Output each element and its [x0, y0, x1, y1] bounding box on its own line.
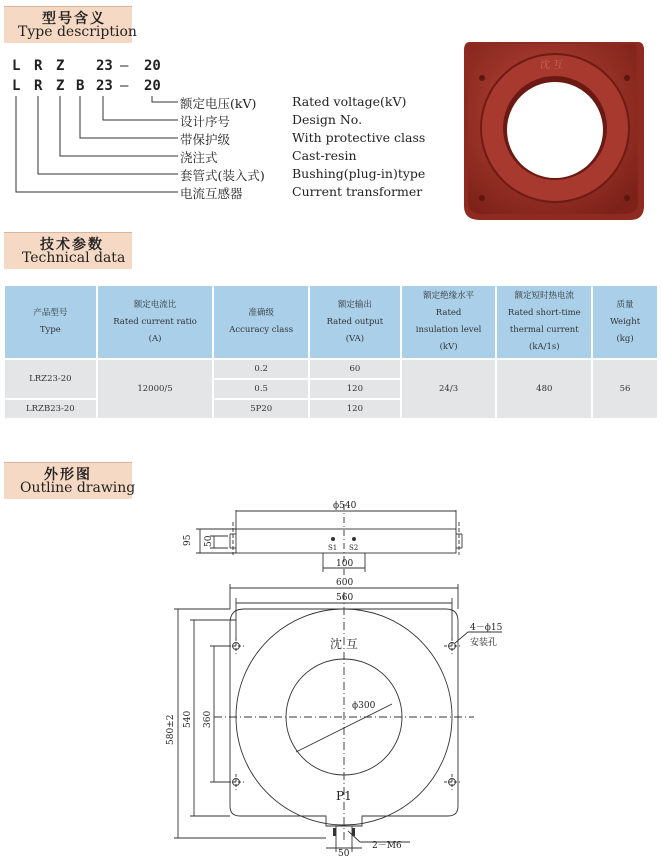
dim-50-side: 50: [204, 535, 214, 547]
header-ratio: 额定电流比 Rated current ratio (A): [97, 285, 214, 359]
cell-output: 120: [309, 379, 401, 399]
outline-drawing: [0, 500, 662, 856]
code-char: B: [76, 78, 85, 94]
type-code-leader-lines: [0, 0, 180, 200]
label-s1: S1: [328, 544, 338, 552]
header-type: 产品型号 Type: [4, 285, 97, 359]
code-char: —: [120, 78, 129, 94]
code-char: Z: [56, 78, 65, 94]
legend-en: With protective class: [292, 130, 426, 145]
code-char: L: [12, 78, 21, 94]
code-char: R: [34, 58, 43, 74]
table-header-row: [4, 285, 658, 359]
code-char: 20: [144, 58, 161, 74]
cell-thermal: 480: [496, 359, 592, 419]
code-char: 23: [96, 78, 113, 94]
dim-100: 100: [336, 559, 354, 569]
cell-output: 60: [309, 359, 401, 379]
hole-note-cn: 安装孔: [470, 638, 498, 648]
legend-cn: 设计序号: [180, 114, 231, 129]
cell-output: 120: [309, 399, 401, 419]
dim-phi300: ϕ300: [352, 701, 376, 711]
legend-cn: 浇注式: [180, 150, 218, 165]
product-photo: [462, 38, 646, 224]
dim-360: 360: [203, 710, 213, 728]
type-section-title-cn: 型号含义: [42, 11, 106, 27]
legend-en: Rated voltage(kV): [292, 94, 407, 109]
hole-note: 4－ϕ15: [470, 623, 503, 633]
header-insulation: 额定绝缘水平 Rated insulation level (kV): [401, 285, 497, 359]
cell-accuracy: 0.2: [213, 359, 309, 379]
dim-540: 540: [183, 710, 193, 728]
mark-top: 沈 互: [330, 637, 358, 651]
photo-mark: 沈 互: [540, 60, 564, 71]
legend-en: Design No.: [292, 112, 363, 127]
code-char: L: [12, 58, 21, 74]
cell-insulation: 24/3: [401, 359, 497, 419]
header-output: 额定输出 Rated output (VA): [309, 285, 401, 359]
header-accuracy: 准确级 Accuracy class: [213, 285, 309, 359]
label-s2: S2: [349, 544, 359, 552]
tech-section-title-cn: 技术参数: [40, 237, 104, 253]
legend-cn: 电流互感器: [180, 186, 243, 201]
header-weight: 质量 Weight (kg): [592, 285, 658, 359]
code-char: —: [120, 58, 129, 74]
dim-bottom-50: 50: [338, 849, 350, 856]
cell-type: LRZ23-20: [4, 359, 97, 399]
legend-en: Current transformer: [292, 184, 423, 199]
cell-type: LRZB23-20: [4, 399, 97, 419]
code-char: 23: [96, 58, 113, 74]
legend-en: Bushing(plug-in)type: [292, 166, 426, 181]
dim-95: 95: [183, 534, 193, 546]
dim-phi540: ϕ540: [333, 501, 357, 511]
cell-weight: 56: [592, 359, 658, 419]
dim-580: 580±2: [166, 714, 176, 745]
dim-600: 600: [336, 578, 354, 588]
type-section-title-en: Type description: [18, 24, 137, 40]
table-row: [4, 359, 658, 379]
dim-560: 560: [336, 593, 354, 603]
cell-accuracy: 5P20: [213, 399, 309, 419]
cell-accuracy: 0.5: [213, 379, 309, 399]
thread-note: 2－M6: [372, 841, 402, 851]
legend-cn: 带保护级: [180, 132, 231, 147]
cell-ratio: 12000/5: [97, 359, 214, 419]
outline-section-title-cn: 外形图: [44, 467, 92, 483]
legend-cn: 套管式(装入式): [180, 168, 265, 183]
label-p1: P1: [336, 789, 352, 803]
code-char: Z: [56, 58, 65, 74]
tech-section-title-en: Technical data: [22, 250, 126, 266]
technical-data-table: [3, 284, 659, 420]
outline-section-title-en: Outline drawing: [20, 480, 136, 496]
legend-cn: 额定电压(kV): [180, 96, 257, 111]
legend-en: Cast-resin: [292, 148, 357, 163]
code-char: 20: [144, 78, 161, 94]
code-char: R: [34, 78, 43, 94]
header-thermal: 额定短时热电流 Rated short-time thermal current (kA/1s): [496, 285, 592, 359]
